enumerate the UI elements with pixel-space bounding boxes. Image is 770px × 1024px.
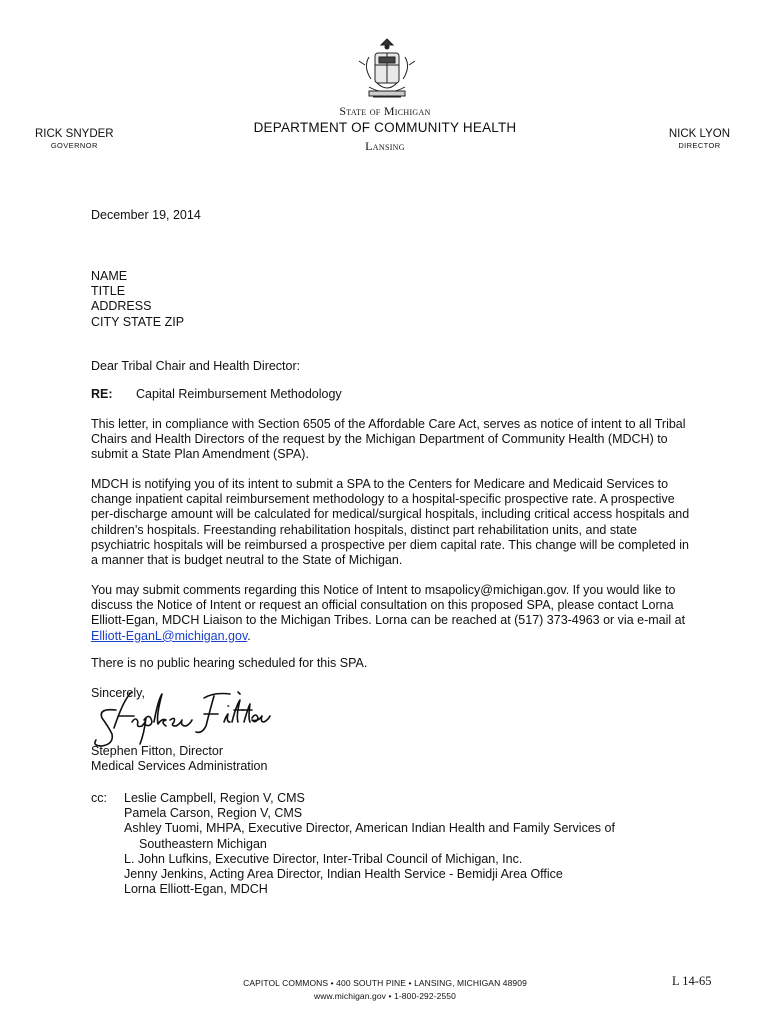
signer-office: Medical Services Administration	[91, 759, 268, 774]
cc-recipient: L. John Lufkins, Executive Director, Inter-Tribal Council of Michigan, Inc.	[124, 851, 523, 866]
cc-label: cc:	[91, 791, 107, 805]
state-name: State of Michigan	[339, 104, 431, 118]
salutation: Dear Tribal Chair and Health Director:	[91, 359, 301, 373]
cc-list	[124, 791, 684, 897]
governor-title: GOVERNOR	[50, 141, 98, 150]
state-seal-icon	[355, 35, 419, 111]
director-title: DIRECTOR	[678, 141, 721, 150]
signer-block	[91, 744, 267, 774]
paragraph-notice: This letter, in compliance with Section 6505 of the Affordable Care Act, serves as notice of intent to all Tribal Chairs and Health Directors of the request by the Michigan Department of Community Health (MDCH) to submit a State Plan Amendment (SPA).	[91, 417, 686, 462]
city-name: Lansing	[365, 139, 405, 153]
paragraph-intent: MDCH is notifying you of its intent to submit a SPA to the Centers for Medicare and Medicaid Services to change inpatient capital reimbursement methodology to a hospital-specific prospective rate. A prospective per-discharge amount will be calculated for medical/surgical hospitals, including critical access hospitals and children’s hospitals. Freestanding rehabilitation hospitals, distinct part rehabilitation units, and state psychiatric hospitals will be reimbursed a prospective per diem capital rate. This change will be completed in a manner that is budget neutral to the State of Michigan.	[91, 477, 690, 568]
address-line: CITY STATE ZIP	[91, 314, 185, 329]
governor-block	[35, 128, 114, 150]
address-block	[91, 269, 184, 330]
closing: Sincerely,	[91, 686, 145, 700]
cc-recipient: Lorna Elliott-Egan, MDCH	[124, 882, 268, 897]
address-line: ADDRESS	[91, 299, 152, 314]
cc-recipient: Pamela Carson, Region V, CMS	[124, 806, 303, 821]
address-line: TITLE	[91, 284, 126, 299]
email-link[interactable]: Elliott-EganL@michigan.gov	[91, 628, 248, 643]
footer-address: CAPITOL COMMONS • 400 SOUTH PINE • LANSING, MICHIGAN 48909	[243, 978, 527, 988]
document-code: L 14-65	[672, 974, 712, 988]
cc-recipient: Ashley Tuomi, MHPA, Executive Director, American Indian Health and Family Services of	[124, 821, 615, 836]
comments-text: You may submit comments regarding this Notice of Intent to msapolicy@michigan.gov. If you would like to discuss the Notice of Intent or request an official consultation on this proposed SPA, please contact Lorna Elliott-Egan, MDCH Liaison to the Michigan Tribes. Lorna can be reached at (517) 373-4963 or via e-mail at	[91, 583, 686, 628]
cc-recipient: Jenny Jenkins, Acting Area Director, Indian Health Service - Bemidji Area Office	[124, 866, 563, 881]
re-line	[91, 387, 342, 402]
comments-end: .	[247, 628, 251, 643]
director-block	[669, 128, 730, 150]
department-name: DEPARTMENT OF COMMUNITY HEALTH	[253, 120, 517, 135]
signer-name: Stephen Fitton, Director	[91, 744, 224, 758]
governor-name: RICK SNYDER	[35, 128, 114, 140]
re-subject: Capital Reimbursement Methodology	[136, 387, 342, 401]
address-line: NAME	[91, 269, 128, 283]
footer-contact: www.michigan.gov • 1-800-292-2550	[314, 991, 456, 1001]
cc-recipient-continuation: Southeastern Michigan	[139, 836, 267, 851]
cc-recipient: Leslie Campbell, Region V, CMS	[124, 791, 305, 805]
paragraph-comments	[91, 583, 691, 644]
director-name: NICK LYON	[668, 128, 730, 140]
letter-date: December 19, 2014	[91, 208, 201, 222]
re-label: RE:	[91, 387, 113, 401]
paragraph-hearing: There is no public hearing scheduled for this SPA.	[91, 656, 368, 670]
